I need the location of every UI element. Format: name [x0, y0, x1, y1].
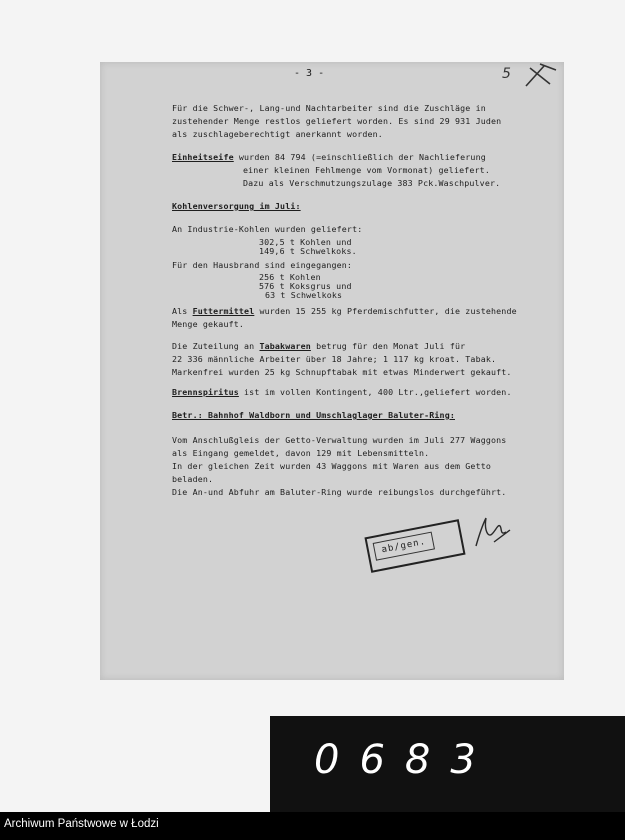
heading-einheitseife: Einheitseife — [172, 152, 234, 162]
text-line: Die An-und Abfuhr am Baluter-Ring wurde reibungslos durchgeführt. — [172, 487, 507, 497]
heading-kohlenversorgung: Kohlenversorgung im Juli: — [172, 201, 301, 211]
text-line: In der gleichen Zeit wurden 43 Waggons mit Waren aus dem Getto — [172, 461, 491, 471]
text-line: 22 336 männliche Arbeiter über 18 Jahre; 1 117 kg kroat. Tabak. — [172, 354, 497, 364]
text-line: Die Zuteilung an Tabakwaren betrug für den Monat Juli für — [172, 341, 466, 351]
heading-tabakwaren: Tabakwaren — [259, 341, 311, 351]
heading-brennspiritus: Brennspiritus — [172, 387, 239, 397]
text-line: zustehender Menge restlos geliefert worden. Es sind 29 931 Juden — [172, 116, 502, 126]
handwritten-mark — [522, 62, 560, 90]
heading-futtermittel: Futtermittel — [192, 306, 255, 316]
text-line: 149,6 t Schwelkoks. — [259, 246, 357, 256]
handwritten-signature — [470, 512, 516, 552]
text-line: Menge gekauft. — [172, 319, 245, 329]
text-line: Vom Anschlußgleis der Getto-Verwaltung wurden im Juli 277 Waggons — [172, 435, 507, 445]
stamp-text: ab/gen. — [373, 532, 435, 561]
text-line: als Eingang gemeldet, davon 129 mit Lebensmitteln. — [172, 448, 430, 458]
text-line: Brennspiritus ist im vollen Kontingent, 400 Ltr.,geliefert worden. — [172, 387, 512, 397]
archive-number: 5 — [502, 66, 511, 82]
text-line: Markenfrei wurden 25 kg Schnupftabak mit etwas Minderwert gekauft. — [172, 367, 512, 377]
text-line: als zuschlageberechtigt anerkannt worden. — [172, 129, 383, 139]
text-line: 302,5 t Kohlen und — [259, 237, 352, 247]
text-line: beladen. — [172, 474, 214, 484]
text-line: Für die Schwer-, Lang-und Nachtarbeiter sind die Zuschläge in — [172, 103, 486, 113]
frame-number: 0683 — [314, 737, 496, 783]
archive-footer-text: Archiwum Państwowe w Łodzi — [4, 818, 159, 830]
text-line: 63 t Schwelkoks — [265, 290, 343, 300]
page-number: - 3 - — [294, 68, 325, 79]
text-line: 576 t Koksgrus und — [259, 281, 352, 291]
text-line: An Industrie-Kohlen wurden geliefert: — [172, 224, 363, 234]
text-line: Einheitseife wurden 84 794 (=einschließlich der Nachlieferung — [172, 152, 486, 162]
heading-betr: Betr.: Bahnhof Waldborn und Umschlaglager Baluter-Ring: — [172, 410, 455, 420]
text-line: 256 t Kohlen — [259, 272, 321, 282]
text-line: einer kleinen Fehlmenge vom Vormonat) geliefert. — [243, 165, 490, 175]
text-line: Als Futtermittel wurden 15 255 kg Pferdemischfutter, die zustehende — [172, 306, 517, 316]
text-line: Für den Hausbrand sind eingegangen: — [172, 260, 353, 270]
text-line: Dazu als Verschmutzungszulage 383 Pck.Waschpulver. — [243, 178, 501, 188]
